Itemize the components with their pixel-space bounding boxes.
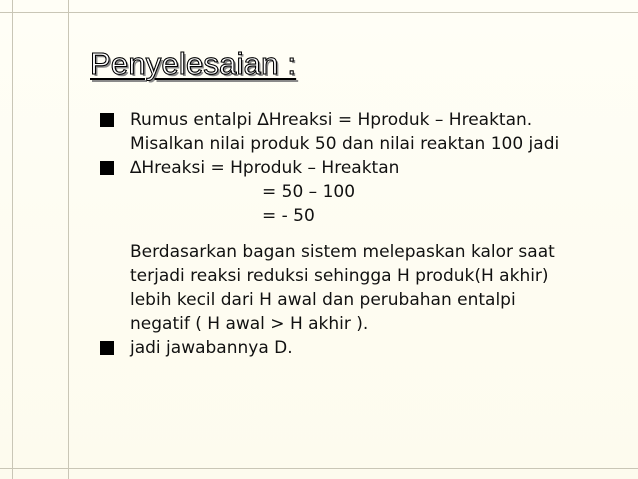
bullet-2-text: ∆Hreaksi = Hproduk – Hreaktan — [130, 158, 400, 178]
frame-top-line — [0, 12, 638, 13]
square-bullet-icon — [100, 161, 114, 175]
slide-title: Penyelesaian : — [90, 46, 297, 81]
answer-text: jadi jawabannya D. — [130, 338, 293, 358]
square-bullet-icon — [100, 341, 114, 355]
explanation-line-1: Berdasarkan bagan sistem melepaskan kalor saat — [130, 242, 555, 262]
bullet-1-line-2: Misalkan nilai produk 50 dan nilai reaktan 100 jadi — [130, 134, 560, 154]
bullet-2-line-1 — [100, 156, 630, 180]
explanation-line-4: negatif ( H awal > H akhir ). — [130, 314, 369, 334]
bullet-3-line-1 — [100, 336, 630, 360]
square-bullet-icon — [100, 113, 114, 127]
explanation-line-3: lebih kecil dari H awal dan perubahan entalpi — [130, 290, 516, 310]
paragraph-gap — [100, 228, 630, 240]
bullet-1-text: Rumus entalpi ∆Hreaksi = Hproduk – Hreaktan. — [130, 110, 533, 130]
explanation-line-2: terjadi reaksi reduksi sehingga H produk(H akhir) — [130, 266, 549, 286]
equation-step-2: = - 50 — [262, 206, 315, 226]
frame-left-line — [12, 0, 13, 479]
bullet-1-line-1 — [100, 108, 630, 132]
equation-step-1: = 50 – 100 — [262, 182, 356, 202]
frame-bottom-line — [0, 468, 638, 469]
frame-left-inner-line — [68, 0, 69, 479]
slide-body — [100, 108, 630, 360]
